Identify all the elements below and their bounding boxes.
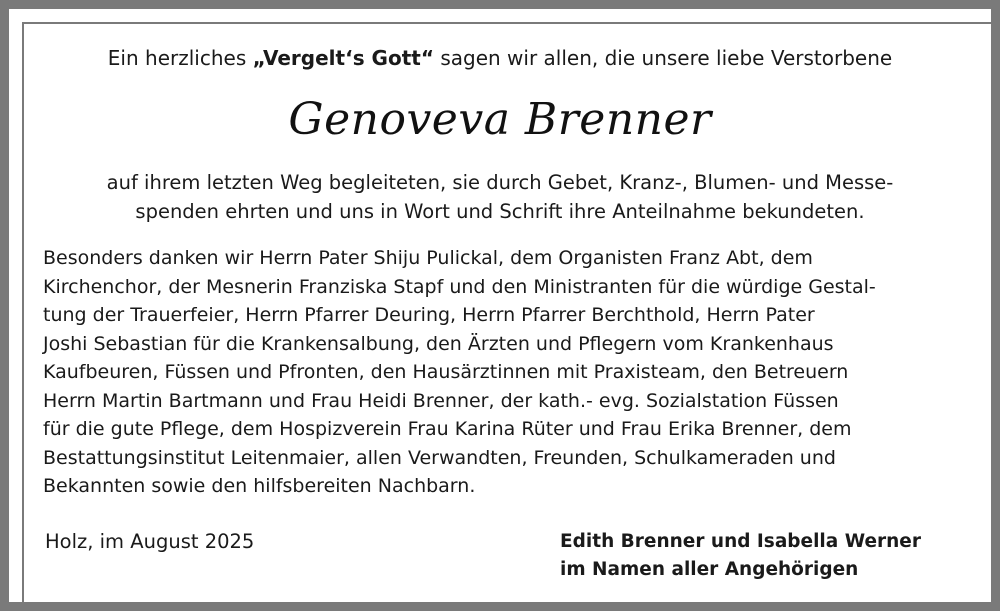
- body-line: Herrn Martin Bartmann und Frau Heidi Brenner, der kath.- evg. Sozialstation Füssen: [43, 389, 839, 412]
- deceased-name: Genoveva Brenner: [288, 94, 712, 145]
- signature-names: Edith Brenner und Isabella Werner: [560, 531, 921, 552]
- signature-block: [560, 528, 921, 584]
- body-line: Bestattungsinstitut Leitenmaier, allen Verwandten, Freunden, Schulkameraden und: [43, 446, 836, 469]
- body-line: Besonders danken wir Herrn Pater Shiju Pulickal, dem Organisten Franz Abt, dem: [43, 247, 813, 269]
- lead-line: spenden ehrten und uns in Wort und Schrift ihre Anteilnahme bekundeten.: [135, 200, 865, 223]
- body-line: Kaufbeuren, Füssen und Pfronten, den Hausärztinnen mit Praxisteam, den Betreuern: [43, 361, 849, 383]
- lead-line: auf ihrem letzten Weg begleiteten, sie durch Gebet, Kranz-, Blumen- und Messe-: [106, 171, 894, 194]
- intro-line: [0, 44, 1000, 72]
- place-date: Holz, im August 2025: [45, 530, 255, 553]
- body-line: Kirchenchor, der Mesnerin Franziska Stapf und den Ministranten für die würdige Gestal-: [43, 275, 876, 298]
- thanks-paragraph: [43, 244, 973, 501]
- intro-highlight: „Vergelt‘s Gott“: [252, 46, 434, 70]
- lead-paragraph: [0, 168, 1000, 226]
- intro-before: Ein herzliches: [107, 46, 253, 70]
- intro-after: sagen wir allen, die unsere liebe Verstorbene: [433, 46, 893, 70]
- signature-note: im Namen aller Angehörigen: [560, 559, 859, 580]
- body-line: tung der Trauerfeier, Herrn Pfarrer Deuring, Herrn Pfarrer Berchthold, Herrn Pater: [43, 304, 815, 326]
- body-line: Bekannten sowie den hilfsbereiten Nachbarn.: [43, 475, 476, 497]
- body-line: für die gute Pflege, dem Hospizverein Frau Karina Rüter und Frau Erika Brenner, dem: [43, 418, 852, 440]
- body-line: Joshi Sebastian für die Krankensalbung, den Ärzten und Pflegern vom Krankenhaus: [43, 332, 834, 355]
